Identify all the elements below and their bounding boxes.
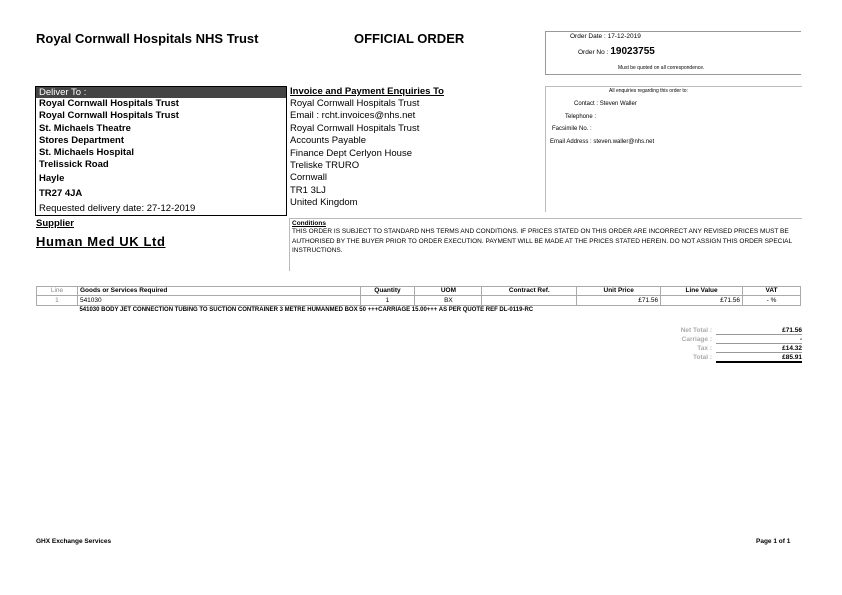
invoice-line: Finance Dept Cerlyon House (290, 147, 412, 159)
requested-delivery-date: Requested delivery date: 27-12-2019 (39, 203, 196, 215)
column-header: VAT (743, 287, 801, 296)
carriage-value: - (716, 336, 802, 344)
order-number-label: Order No : (578, 49, 609, 56)
item-description: 541030 BODY JET CONNECTION TUBING TO SUCTION CONTRAINER 3 METRE HUMANMED BOX 50 +++CARRIAGE 15.00+++ AS PER QUOTE REF DL-0119-RC (79, 307, 534, 313)
order-note: Must be quoted on all correspondence. (618, 65, 705, 71)
quantity: 1 (360, 296, 415, 306)
vat: - % (743, 296, 801, 306)
column-header: Quantity (360, 287, 415, 296)
column-header: UOM (415, 287, 482, 296)
deliver-line: Trelissick Road (39, 159, 109, 171)
deliver-to-header: Deliver To : (36, 87, 286, 98)
total-label: Total : (692, 354, 712, 361)
invoice-line: Treliske TRURO (290, 160, 360, 172)
table-row (37, 296, 801, 306)
goods-code: 541030 (77, 296, 360, 306)
page-number: Page 1 of 1 (756, 538, 791, 545)
invoice-line: TR1 3LJ (290, 184, 326, 196)
deliver-line: Royal Cornwall Hospitals Trust (39, 98, 179, 109)
telephone-label: Telephone : (565, 114, 597, 120)
email-row (550, 139, 654, 145)
carriage-label: Carriage : (681, 336, 712, 343)
totals-block (620, 327, 802, 363)
contact-label: Contact : (574, 101, 599, 107)
order-number-value: 19023755 (610, 46, 655, 57)
order-number (578, 46, 655, 57)
invoice-line: Accounts Payable (290, 135, 367, 147)
column-header: Unit Price (577, 287, 661, 296)
order-items-table (36, 286, 801, 315)
email-value: steven.waller@nhs.net (593, 139, 655, 145)
order-date-label: Order Date : (570, 33, 606, 40)
conditions-box (289, 218, 802, 271)
net-total-value: £71.56 (716, 327, 802, 335)
unit-price: £71.56 (577, 296, 661, 306)
tax-row (620, 345, 802, 354)
total-value: £85.91 (716, 354, 802, 363)
email-label: Email Address : (550, 139, 592, 145)
facsimile-label: Facsimile No. : (552, 126, 592, 132)
deliver-line: TR27 4JA (39, 188, 83, 200)
line-number: 1 (37, 296, 78, 306)
deliver-line: Stores Department (39, 134, 124, 146)
document-title: OFFICIAL ORDER (354, 31, 465, 46)
supplier-name: Human Med UK Ltd (36, 234, 166, 249)
tax-value: £14.32 (716, 345, 802, 353)
supplier-label: Supplier (36, 218, 75, 229)
enquiries-title: All enquiries regarding this order to: (609, 88, 688, 94)
invoice-line: Royal Cornwall Hospitals Trust (290, 122, 420, 134)
enquiries-box (545, 86, 802, 212)
column-header: Line (37, 287, 78, 296)
contact-value: Steven Waller (599, 101, 637, 107)
invoice-line: Email : rcht.invoices@nhs.net (290, 110, 416, 122)
conditions-text: THIS ORDER IS SUBJECT TO STANDARD NHS TERMS AND CONDITIONS. IF PRICES STATED ON THIS ORDER ARE INCORRECT ANY REVISED PRICES MUST BE AUTHORISED BY THE BUYER PRIOR TO ORDER EXECUTION. PAYMENT WILL BE MADE AT THE PRICES STATED HEREIN. DO NOT ASSIGN THIS ORDER SPECIAL INSTRUCTIONS. (292, 228, 792, 254)
invoice-line: United Kingdom (290, 197, 358, 209)
line-value: £71.56 (661, 296, 743, 306)
invoice-line: Cornwall (290, 172, 327, 184)
column-header: Goods or Services Required (77, 287, 360, 296)
deliver-line: Royal Cornwall Hospitals Trust (39, 110, 179, 122)
column-header: Line Value (661, 287, 743, 296)
invoice-header: Invoice and Payment Enquiries To (290, 86, 444, 97)
carriage-row (620, 336, 802, 345)
deliver-line: St. Michaels Theatre (39, 122, 131, 134)
organisation-name: Royal Cornwall Hospitals NHS Trust (36, 31, 259, 46)
conditions-title: Conditions (292, 220, 326, 227)
deliver-line: St. Michaels Hospital (39, 147, 135, 159)
contract-ref (482, 296, 577, 306)
contact-row (574, 101, 637, 107)
order-info-box (545, 31, 801, 75)
total-row (620, 354, 802, 363)
tax-label: Tax : (697, 345, 712, 352)
invoice-enquiries-block (290, 86, 540, 210)
description-row (37, 306, 801, 316)
order-date-value: 17-12-2019 (607, 33, 641, 40)
table-header-row (37, 287, 801, 296)
invoice-line: Royal Cornwall Hospitals Trust (290, 98, 420, 109)
footer-left: GHX Exchange Services (36, 538, 112, 545)
deliver-to-box (35, 86, 287, 216)
deliver-line: Hayle (39, 172, 65, 184)
net-total-row (620, 327, 802, 336)
uom: BX (415, 296, 482, 306)
order-date (570, 33, 641, 40)
column-header: Contract Ref. (482, 287, 577, 296)
net-total-label: Net Total : (680, 327, 712, 334)
